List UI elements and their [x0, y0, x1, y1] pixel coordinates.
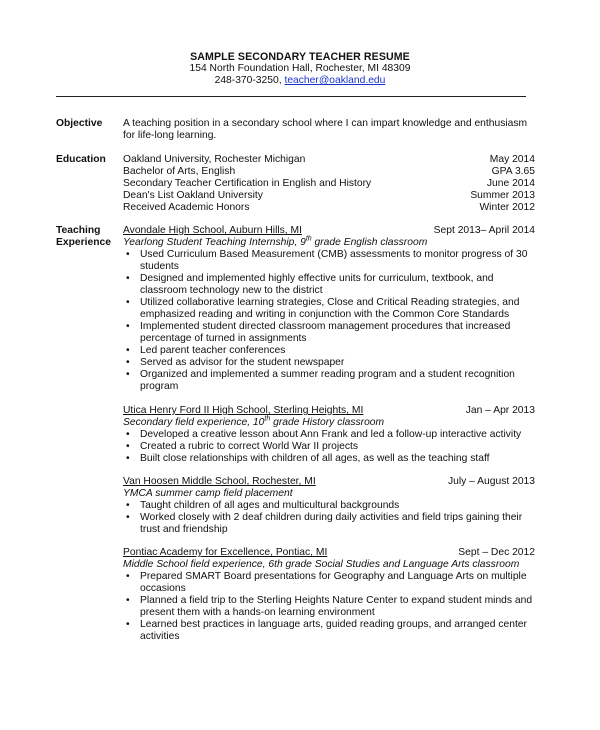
employer-name: Avondale High School, Auburn Hills, MI — [123, 225, 302, 236]
bullet-item: • Taught children of all ages and multicultural backgrounds — [123, 500, 535, 512]
education-row — [123, 154, 535, 166]
job-bullets — [123, 571, 535, 643]
job-avondale — [123, 225, 535, 393]
job-bullets — [123, 249, 535, 393]
job-header — [123, 405, 535, 417]
education-item: Received Academic Honors — [123, 202, 250, 213]
bullet-item: • Worked closely with 2 deaf children during daily activities and field trips gaining their trust and friendship — [123, 512, 535, 536]
experience-label-line2: Experience — [56, 237, 111, 248]
job-date: Sept 2013– April 2014 — [433, 225, 535, 236]
job-utica — [123, 405, 535, 465]
education-item: Oakland University, Rochester Michigan — [123, 154, 306, 165]
bullet-item: • Served as advisor for the student newspaper — [123, 357, 535, 369]
experience-label — [56, 225, 120, 249]
job-header — [123, 476, 535, 488]
bullet-item: • Led parent teacher conferences — [123, 345, 535, 357]
job-role: Yearlong Student Teaching Internship, 9th grade English classroom — [123, 235, 428, 248]
education-row — [123, 202, 535, 214]
education-section — [123, 154, 535, 214]
education-date: May 2014 — [489, 154, 535, 165]
bullet-item: • Developed a creative lesson about Ann Frank and led a follow-up interactive activity — [123, 429, 535, 441]
job-date: Jan – Apr 2013 — [465, 405, 535, 416]
education-item: Bachelor of Arts, English — [123, 166, 236, 177]
education-row — [123, 190, 535, 202]
job-bullets — [123, 500, 535, 536]
bullet-item: • Designed and implemented highly effective units for curriculum, textbook, and classroom technology new to the district — [123, 273, 535, 297]
education-row — [123, 166, 535, 178]
job-date: July – August 2013 — [447, 476, 535, 487]
bullet-item: • Implemented student directed classroom management procedures that increased percentage of turned in assignments — [123, 321, 535, 345]
job-date: Sept – Dec 2012 — [458, 547, 535, 558]
job-role: YMCA summer camp field placement — [123, 488, 293, 499]
resume-title: SAMPLE SECONDARY TEACHER RESUME — [190, 51, 410, 63]
education-item: Secondary Teacher Certification in English and History — [123, 178, 372, 189]
job-header — [123, 225, 535, 237]
education-date: Winter 2012 — [479, 202, 535, 213]
objective-text: A teaching position in a secondary school where I can impart knowledge and enthusiasm for life-long learning. — [123, 118, 528, 141]
email-link[interactable]: teacher@oakland.edu — [284, 75, 386, 86]
bullet-item: • Utilized collaborative learning strategies, Close and Critical Reading strategies, and emphasized reading and writing in conjunction with the Common Core Standards — [123, 297, 535, 321]
bullet-item: • Organized and implemented a summer reading program and a student recognition program — [123, 369, 535, 393]
header-divider — [56, 96, 526, 97]
bullet-item: • Learned best practices in language arts, guided reading groups, and arranged center activities — [123, 619, 535, 643]
education-label: Education — [56, 154, 106, 165]
employer-name: Van Hoosen Middle School, Rochester, MI — [123, 476, 316, 487]
education-row — [123, 178, 535, 190]
experience-label-line1: Teaching — [56, 225, 101, 236]
job-role: Secondary field experience, 10th grade History classroom — [123, 415, 385, 428]
bullet-item: • Planned a field trip to the Sterling Heights Nature Center to expand student minds and present them with a hands-on learning environment — [123, 595, 535, 619]
objective-label: Objective — [56, 118, 103, 129]
education-date: June 2014 — [486, 178, 535, 189]
education-date: GPA 3.65 — [491, 166, 535, 177]
education-item: Dean's List Oakland University — [123, 190, 263, 201]
resume-header — [0, 51, 600, 87]
job-header — [123, 547, 535, 559]
job-bullets — [123, 429, 535, 465]
bullet-item: • Prepared SMART Board presentations for Geography and Language Arts on multiple occasions — [123, 571, 535, 595]
education-date: Summer 2013 — [470, 190, 535, 201]
bullet-item: • Used Curriculum Based Measurement (CMB) assessments to monitor progress of 30 students — [123, 249, 535, 273]
phone-number: 248-370-3250, — [214, 75, 282, 86]
job-van-hoosen — [123, 476, 535, 536]
employer-name: Utica Henry Ford II High School, Sterling Heights, MI — [123, 405, 364, 416]
bullet-item: • Created a rubric to correct World War II projects — [123, 441, 535, 453]
employer-name: Pontiac Academy for Excellence, Pontiac, MI — [123, 547, 328, 558]
job-role: Middle School field experience, 6th grade Social Studies and Language Arts classroom — [123, 559, 520, 570]
contact-line — [0, 75, 600, 87]
job-pontiac — [123, 547, 535, 643]
address-line: 154 North Foundation Hall, Rochester, MI 48309 — [189, 63, 411, 74]
bullet-item: • Built close relationships with children of all ages, as well as the teaching staff — [123, 453, 535, 465]
